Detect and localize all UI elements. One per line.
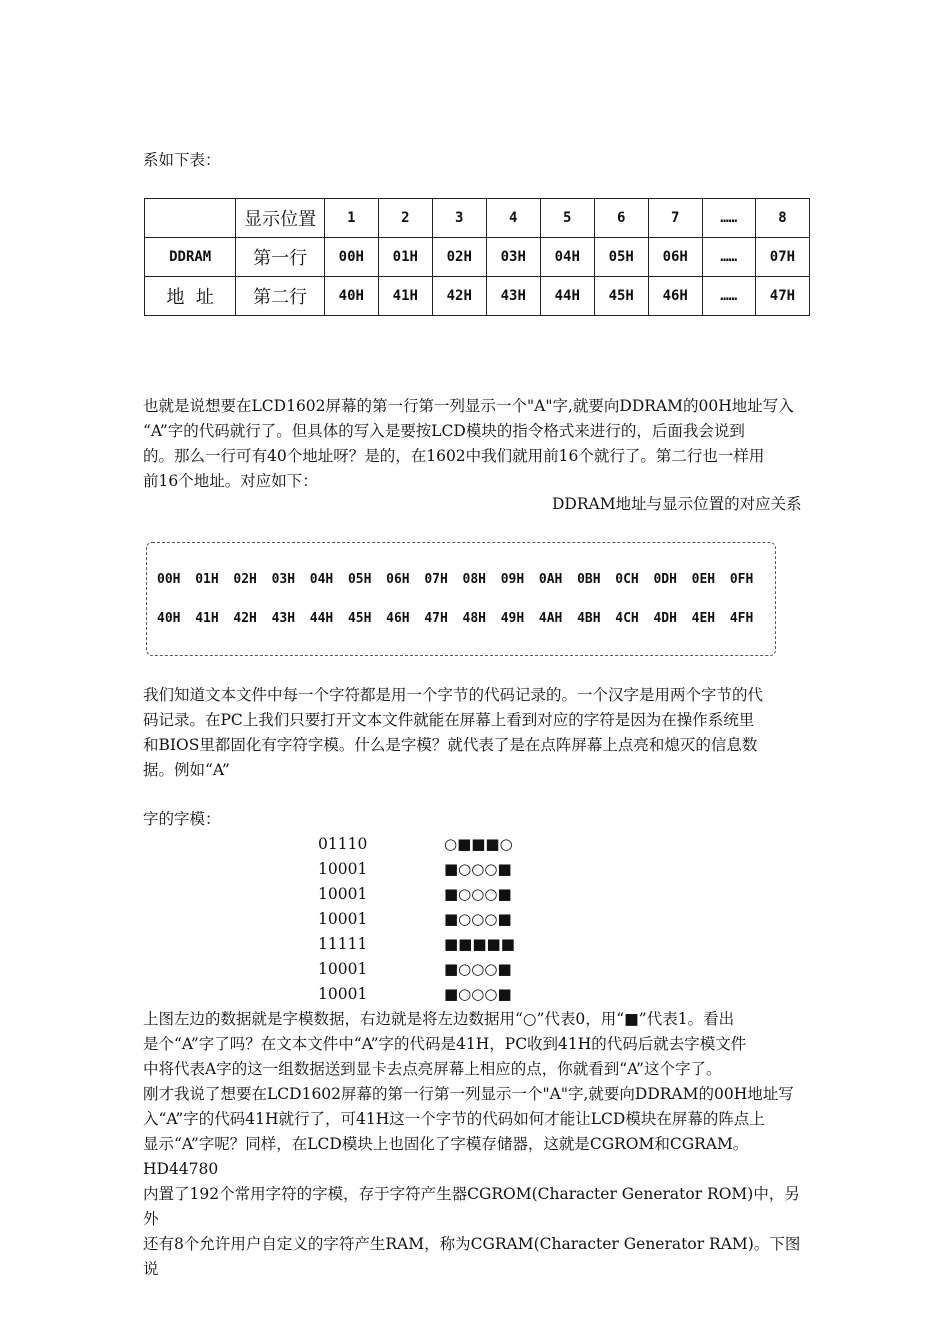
glyph-row xyxy=(318,832,513,857)
address-cell: 0CH xyxy=(615,572,639,587)
table-cell: DDRAM xyxy=(145,238,236,277)
glyph-bits: 10001 xyxy=(318,960,368,978)
table-cell: 第二行 xyxy=(236,277,324,316)
table-cell: 43H xyxy=(486,277,540,316)
table-cell: 40H xyxy=(324,277,378,316)
table-row xyxy=(145,238,810,277)
address-cell: 4BH xyxy=(577,611,601,626)
glyph-bits: 01110 xyxy=(318,835,368,853)
table-cell: 03H xyxy=(486,238,540,277)
glyph-dots: ■■■■■ xyxy=(444,935,515,953)
address-cell: 0EH xyxy=(691,572,716,587)
glyph-bits: 10001 xyxy=(318,985,368,1003)
text-line: 是个“A”字了吗？在文本文件中“A”字的代码是41H，PC收到41H的代码后就去字模文件 xyxy=(143,1035,747,1053)
glyph-dots: ■○○○■ xyxy=(444,885,512,903)
address-cell: 0AH xyxy=(538,572,563,587)
text-line: 据。例如“A” xyxy=(143,761,230,779)
paragraph-1 xyxy=(143,394,810,494)
ddram-table-wrapper xyxy=(144,198,810,317)
address-cell: 47H xyxy=(424,611,448,626)
table-cell: 8 xyxy=(755,199,809,238)
address-cell: 41H xyxy=(195,611,219,626)
table-row xyxy=(145,277,810,316)
text-line: “A”字的代码就行了。但具体的写入是要按LCD模块的指令格式来进行的，后面我会说到 xyxy=(143,422,745,440)
glyph-row xyxy=(318,932,515,957)
address-cell: 42H xyxy=(233,611,257,626)
table-cell: …… xyxy=(702,277,755,316)
table-cell: 00H xyxy=(324,238,378,277)
address-cell: 0DH xyxy=(653,572,677,587)
glyph-row xyxy=(318,857,512,882)
glyph-dots: ■○○○■ xyxy=(444,910,512,928)
table-cell: 02H xyxy=(432,238,486,277)
table-cell: 05H xyxy=(594,238,648,277)
text-line: 码记录。在PC上我们只要打开文本文件就能在屏幕上看到对应的字符是因为在操作系统里 xyxy=(143,711,755,729)
address-cell: 40H xyxy=(157,611,181,626)
text-line: 前16个地址。对应如下： xyxy=(143,472,318,490)
table-cell: 4 xyxy=(486,199,540,238)
table-header-row xyxy=(145,199,810,238)
table-cell xyxy=(145,199,236,238)
address-cell: 09H xyxy=(500,572,525,587)
address-cell: 48H xyxy=(462,611,486,626)
glyph-bits: 11111 xyxy=(318,935,368,953)
text-line: 我们知道文本文件中每一个字符都是用一个字节的代码记录的。一个汉字是用两个字节的代 xyxy=(143,686,764,704)
glyph-row xyxy=(318,907,512,932)
table-cell: 2 xyxy=(378,199,432,238)
ddram-address-map xyxy=(146,542,776,656)
text-line: 还有8个允许用户自定义的字符产生RAM，称为CGRAM(Character Generator RAM)。下图说 xyxy=(143,1235,801,1278)
table-cell: 5 xyxy=(540,199,594,238)
table-cell: 01H xyxy=(378,238,432,277)
table-cell: 42H xyxy=(432,277,486,316)
table-cell: 地 址 xyxy=(145,277,236,316)
address-cell: 0FH xyxy=(729,572,754,587)
text-line: 内置了192个常用字符的字模，存于字符产生器CGROM(Character Generator ROM)中，另外 xyxy=(143,1185,800,1228)
table-cell: 06H xyxy=(648,238,702,277)
glyph-bits: 10001 xyxy=(318,860,368,878)
ddram-map-caption: DDRAM地址与显示位置的对应关系 xyxy=(552,495,802,513)
text-line: 和BIOS里都固化有字符字模。什么是字模？就代表了是在点阵屏幕上点亮和熄灭的信息数 xyxy=(143,736,758,754)
address-cell: 44H xyxy=(309,611,334,626)
paragraph-4 xyxy=(143,1007,810,1282)
paragraph-2 xyxy=(143,683,810,783)
glyph-dots: ■○○○■ xyxy=(444,860,512,878)
text-line: 显示“A”字呢？同样，在LCD模块上也固化了字模存储器，这就是CGROM和CGRAM。HD44780 xyxy=(143,1135,749,1178)
address-cell: 4AH xyxy=(538,611,563,626)
table-cell: 46H xyxy=(648,277,702,316)
address-cell: 03H xyxy=(271,572,296,587)
text-line: 入“A”字的代码41H就行了，可41H这一个字节的代码如何才能让LCD模块在屏幕的阵点上 xyxy=(143,1110,765,1128)
text-line: 的。那么一行可有40个地址呀？是的，在1602中我们就用前16个就行了。第二行也一样用 xyxy=(143,447,765,465)
table-cell: 47H xyxy=(755,277,809,316)
address-cell: 49H xyxy=(500,611,525,626)
table-cell: 41H xyxy=(378,277,432,316)
table-cell: 6 xyxy=(594,199,648,238)
glyph-dots: ■○○○■ xyxy=(444,960,512,978)
address-cell: 46H xyxy=(386,611,410,626)
address-cell: 01H xyxy=(195,572,219,587)
address-cell: 4EH xyxy=(691,611,716,626)
address-cell: 4DH xyxy=(653,611,677,626)
glyph-bits: 10001 xyxy=(318,910,368,928)
table-cell: 45H xyxy=(594,277,648,316)
glyph-row xyxy=(318,882,512,907)
address-cell: 0BH xyxy=(577,572,601,587)
text-line: 中将代表A字的这一组数据送到显卡去点亮屏幕上相应的点，你就看到“A”这个字了。 xyxy=(143,1060,722,1078)
map-row-first-line xyxy=(157,572,768,587)
table-cell: 07H xyxy=(755,238,809,277)
address-cell: 07H xyxy=(424,572,448,587)
map-row-second-line xyxy=(157,611,768,626)
address-cell: 43H xyxy=(271,611,296,626)
table-cell: 3 xyxy=(432,199,486,238)
text-line: 上图左边的数据就是字模数据，右边就是将左边数据用“○”代表0，用“■”代表1。看出 xyxy=(143,1010,735,1028)
address-cell: 45H xyxy=(347,611,372,626)
table-cell: 44H xyxy=(540,277,594,316)
address-cell: 4FH xyxy=(729,611,754,626)
ddram-position-table xyxy=(144,198,810,316)
address-cell: 05H xyxy=(347,572,372,587)
glyph-bits: 10001 xyxy=(318,885,368,903)
table-cell: 第一行 xyxy=(236,238,324,277)
table-cell: 1 xyxy=(324,199,378,238)
address-cell: 00H xyxy=(157,572,181,587)
glyph-row xyxy=(318,982,512,1007)
paragraph-3: 字的字模： xyxy=(143,810,221,828)
table-cell: 04H xyxy=(540,238,594,277)
table-cell: …… xyxy=(702,238,755,277)
glyph-dots: ■○○○■ xyxy=(444,985,512,1003)
text-line: 也就是说想要在LCD1602屏幕的第一行第一列显示一个"A"字,就要向DDRAM的00H地址写入 xyxy=(143,397,794,415)
intro-text: 系如下表： xyxy=(143,151,221,169)
address-cell: 4CH xyxy=(615,611,639,626)
table-cell: …… xyxy=(702,199,755,238)
text-line: 刚才我说了想要在LCD1602屏幕的第一行第一列显示一个"A"字,就要向DDRAM的00H地址写 xyxy=(143,1085,794,1103)
address-cell: 06H xyxy=(386,572,410,587)
glyph-dots: ○■■■○ xyxy=(444,835,513,853)
table-cell: 7 xyxy=(648,199,702,238)
glyph-row xyxy=(318,957,512,982)
address-cell: 04H xyxy=(309,572,334,587)
table-cell: 显示位置 xyxy=(236,199,324,238)
address-cell: 08H xyxy=(462,572,486,587)
address-cell: 02H xyxy=(233,572,257,587)
